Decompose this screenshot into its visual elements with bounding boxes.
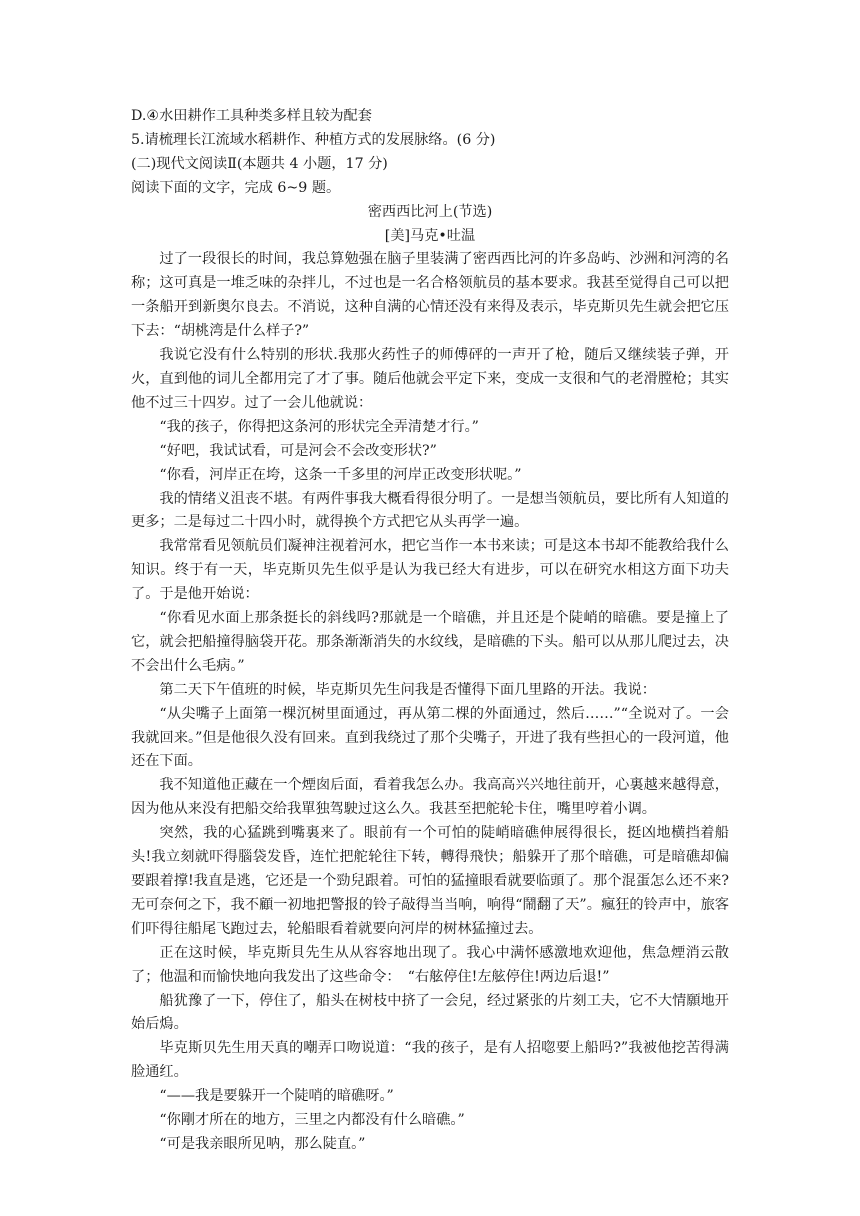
question-5: 5.请梳理长江流域水稻耕作、种植方式的发展脉络。(6 分) — [131, 131, 496, 148]
article-dialogue: “——我是要躲开一个陡哨的暗礁呀。” — [159, 1088, 394, 1105]
reading-instruction: 阅读下面的文字，完成 6~9 题。 — [131, 179, 341, 196]
article-author: [美]马克•吐温 — [384, 227, 476, 244]
article-dialogue: “可是我亲眼所见呐，那么陡直。” — [159, 1135, 366, 1152]
article-dialogue: “你看，河岸正在垮，这条一千多里的河岸正改变形状呢。” — [159, 466, 522, 483]
article-paragraph: 突然，我的心猛跳到嘴裏来了。眼前有一个可怕的陡峭暗礁伸展得很长，挺凶地横挡着船头!我立刻就吓得腦袋发昏，连忙把舵轮往下转，轉得飛快；船躲开了那个暗礁，可是暗礁却偏要跟着撑!我直是逃，它还是一个勁兒跟着。可怕的猛撞眼看就要临頭了。那个混蛋怎么还不来?无可奈何之下，我不顧一初地把警报的铃子敲得当当响，响得“鬧翻了天”。瘋狂的铃声中，旅客们吓得往船尾飞跑过去，轮船眼看着就要向河岸的树林猛撞过去。 — [131, 825, 729, 937]
article-dialogue: “我的孩子，你得把这条河的形状完全弄清楚才行。” — [159, 418, 479, 435]
article-paragraph: 我常常看见领航员们凝神注视着河水，把它当作一本书来读；可是这本书却不能教给我什么知识。终于有一天，毕克斯贝先生似乎是认为我已经大有进步，可以在研究水相这方面下功夫了。于是他开始说： — [131, 538, 729, 603]
article-paragraph: 我的情绪义沮丧不堪。有两件事我大概看得很分明了。一是想当领航员，要比所有人知道的更多；二是每过二十四小时，就得换个方式把它从头再学一遍。 — [131, 490, 729, 531]
article-paragraph: 正在这时候，毕克斯貝先生从从容容地出现了。我心中满怀感激地欢迎他，焦急煙消云散了；他温和而愉快地向我发出了这些命令： “右舷停住!左舷停住!两边后退!” — [131, 944, 729, 985]
article-dialogue: “你看见水面上那条挺长的斜线吗?那就是一个暗礁，并且还是个陡峭的暗礁。要是撞上了它，就会把船撞得脑袋开花。那条渐渐消失的水纹线，是暗礁的下头。船可以从那儿爬过去，决不会出什么毛病。” — [131, 610, 729, 674]
document-page — [131, 105, 729, 1157]
article-dialogue: “从尖嘴子上面第一棵沉树里面通过，再从第二棵的外面通过，然后……”“全说对了。一会我就回来。”但是他很久没有回来。直到我绕过了那个尖嘴子，开进了我有些担心的一段河道，他还在下面。 — [131, 705, 729, 770]
article-paragraph: 第二天下午值班的时候，毕克斯贝先生问我是否懂得下面几里路的开法。我说： — [159, 681, 656, 698]
article-paragraph: 毕克斯贝先生用天真的嘲弄口吻说道：“我的孩子，是有人招唿要上船吗?”我被他挖苦得满脸通红。 — [131, 1040, 729, 1081]
article-paragraph: 船犹豫了一下，停住了，船头在树枝中挤了一会兒，经过紧张的片刻工夫，它不大情願地开始后熓。 — [131, 992, 729, 1033]
article-dialogue: “好吧，我试试看，可是河会不会改变形状?” — [159, 442, 437, 459]
answer-option-d: D.④水田耕作工具种类多样且较为配套 — [131, 108, 372, 124]
article-paragraph: 过了一段很长的时间，我总算勉强在脑子里装满了密西西比河的许多岛屿、沙洲和河湾的名称；这可真是一堆乏味的杂拌儿，不过也是一名合格领航员的基本要求。我甚至觉得自己可以把一条船开到新奥尔良去。不消说，这种自满的心情还没有来得及表示，毕克斯贝先生就会把它压下去：“胡桃湾是什么样子?” — [131, 251, 729, 340]
section-heading: (二)现代文阅读Ⅱ(本题共 4 小题，17 分) — [131, 155, 388, 172]
article-paragraph: 我不知道他正藏在一个煙囱后面，看着我怎么办。我高高兴兴地往前开，心裏越来越得意，因为他从来没有把船交给我單独驾駛过这么久。我甚至把舵轮卡住，嘴里哼着小调。 — [131, 777, 729, 818]
article-dialogue: “你剛才所在的地方，三里之内都没有什么暗礁。” — [159, 1112, 465, 1129]
article-title: 密西西比河上(节选) — [367, 203, 493, 220]
article-paragraph: 我说它没有什么特别的形状.我那火药性子的师傅砰的一声开了枪，随后又继续装子弹，开火，直到他的词儿全都用完了才了事。随后他就会平定下来，变成一支很和气的老滑膛枪；其实他不过三十四岁。过了一会儿他就说： — [131, 347, 729, 411]
